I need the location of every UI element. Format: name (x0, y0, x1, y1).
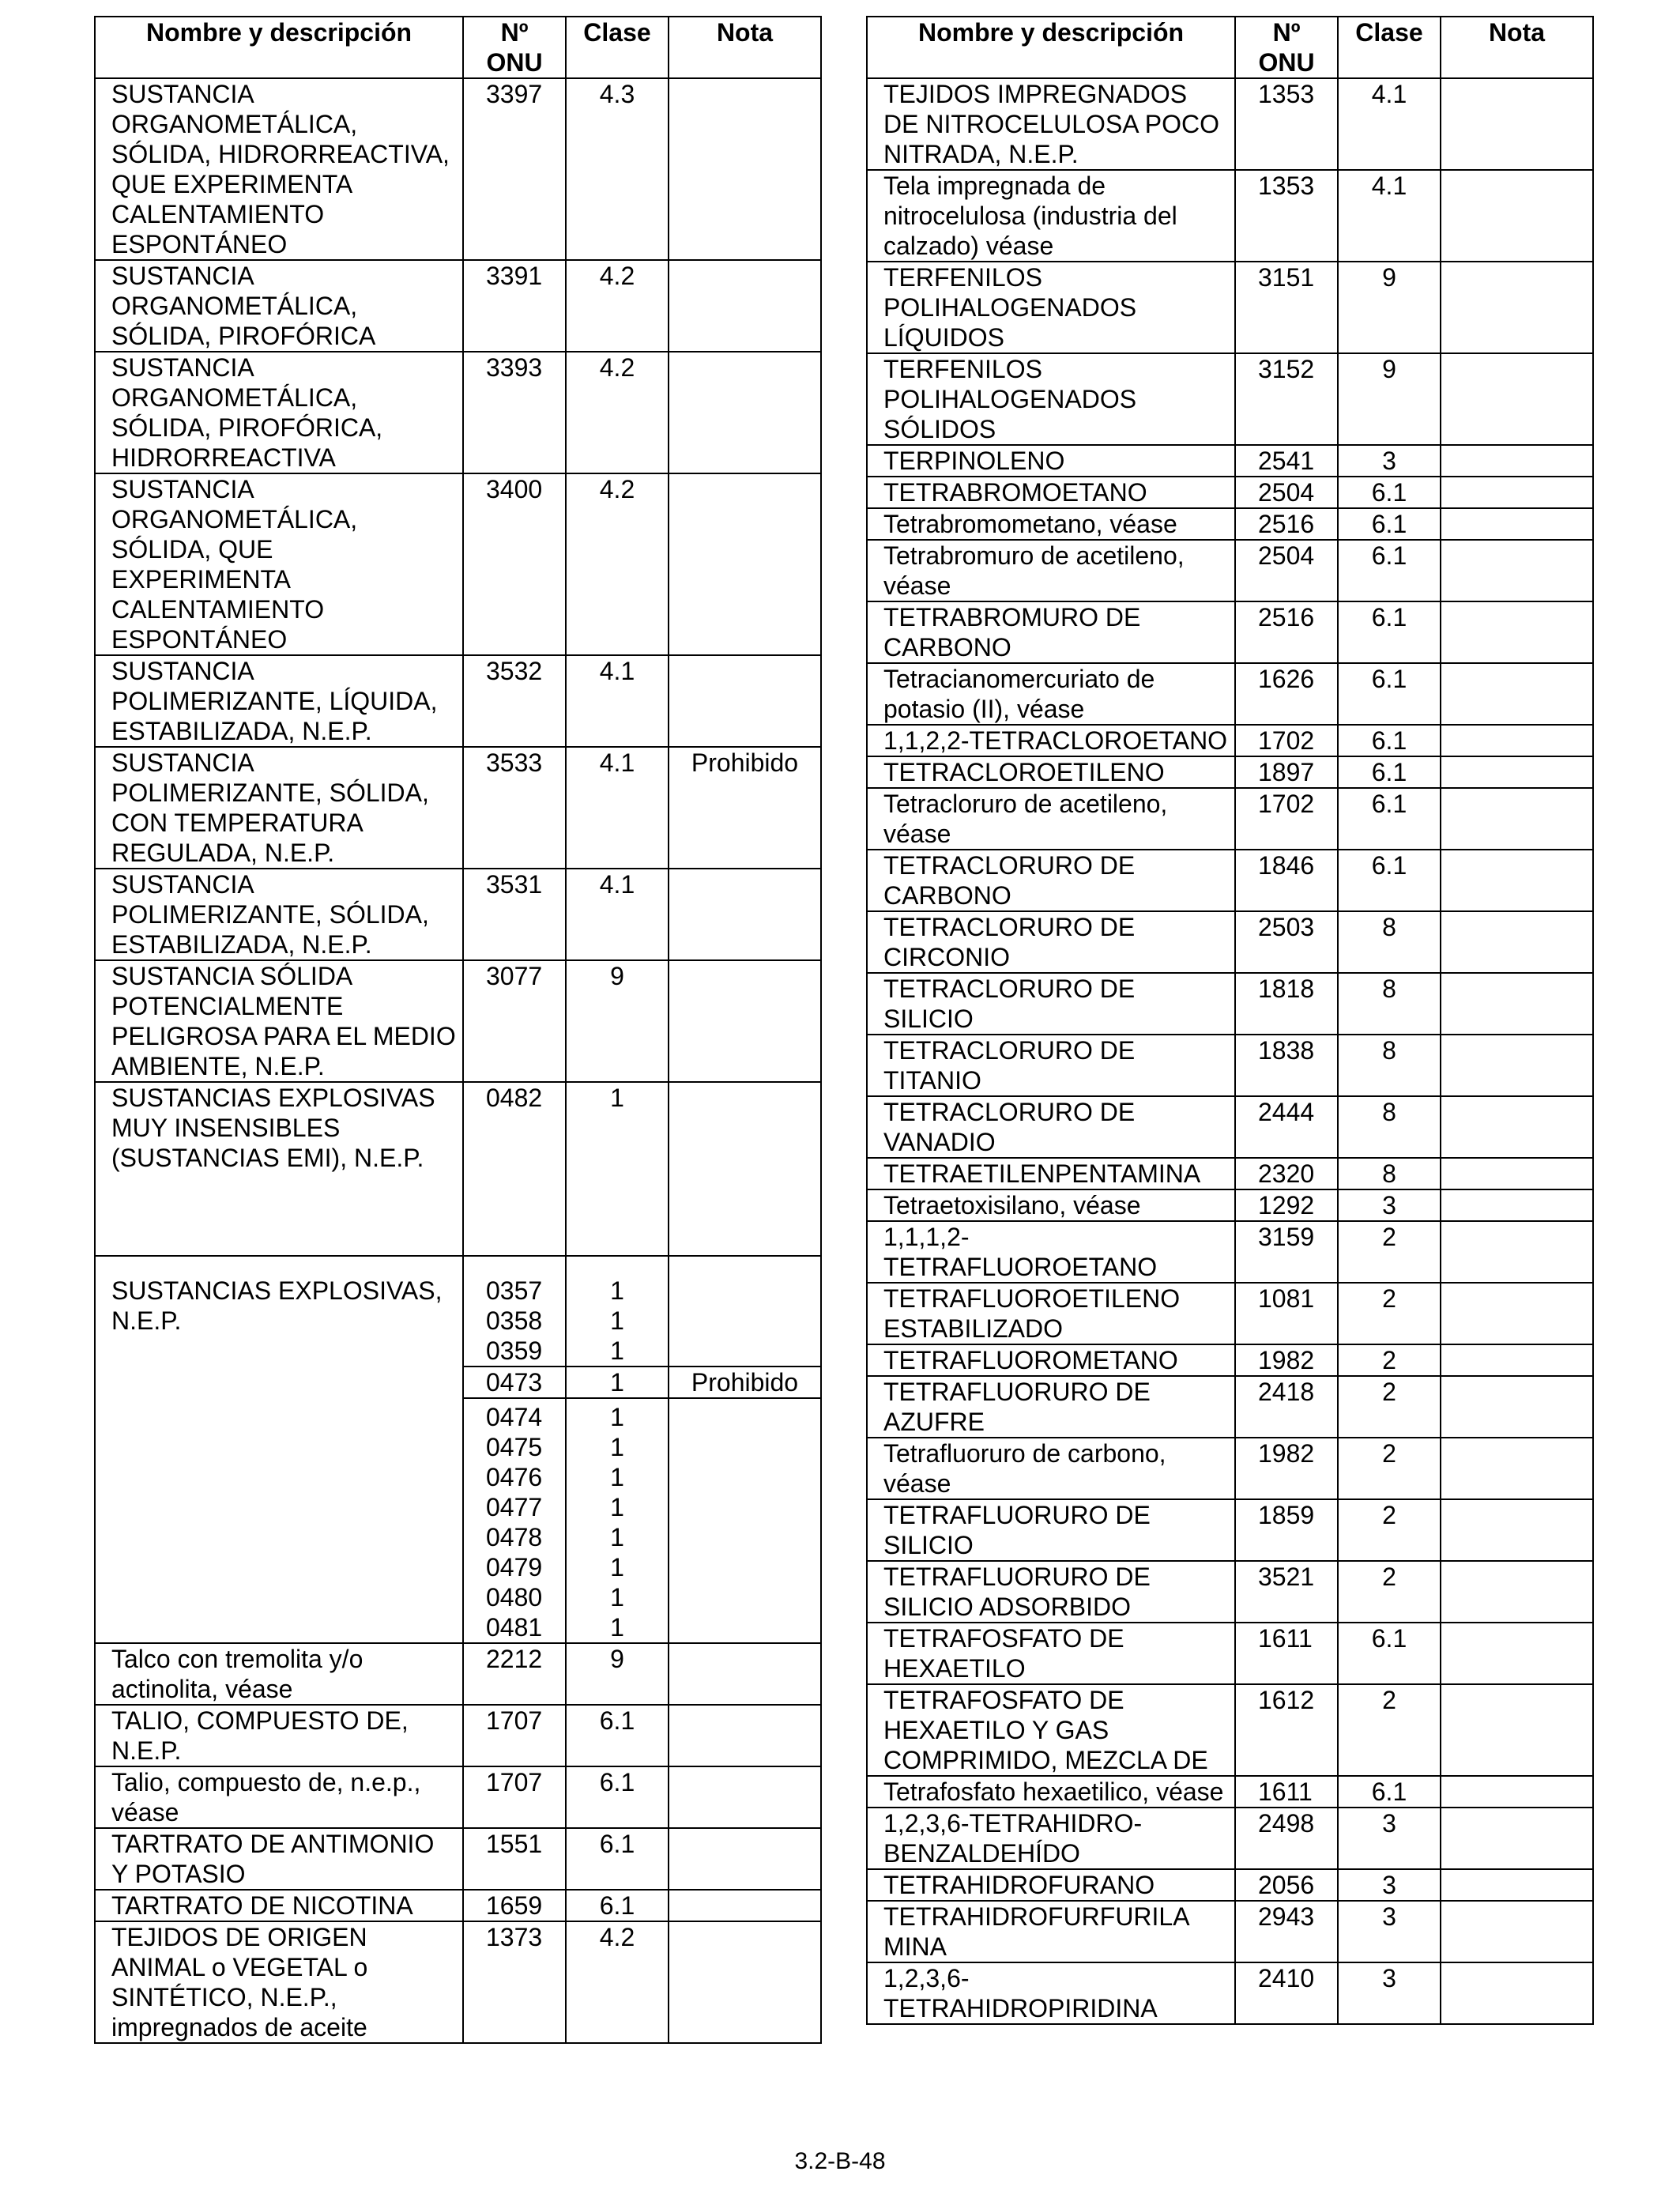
cell-onu: 0481 (486, 1613, 543, 1642)
cell-name: TETRAFLUORURO DE AZUFRE (867, 1376, 1235, 1438)
table-row (95, 1828, 821, 1890)
cell-onu: 1353 (1235, 78, 1338, 170)
cell-nota (1441, 1344, 1593, 1376)
cell-onu: 3531 (463, 869, 566, 960)
cell-clase: 6.1 (1338, 725, 1441, 756)
cell-onu: 0359 (486, 1336, 543, 1365)
cell-nota (1441, 756, 1593, 788)
cell-nota (1441, 1499, 1593, 1561)
cell-nota (1441, 1096, 1593, 1158)
table-row (867, 477, 1593, 508)
cell-nota (1441, 911, 1593, 973)
table-row (95, 960, 821, 1082)
cell-onu: 2541 (1235, 445, 1338, 477)
cell-nota (669, 655, 821, 747)
cell-name: TETRABROMOETANO (867, 477, 1235, 508)
cell-name: SUSTANCIA POLIMERIZANTE, LÍQUIDA, ESTABILIZADA, N.E.P. (95, 655, 463, 747)
table-row (867, 1283, 1593, 1344)
header-nota: Nota (669, 17, 821, 78)
cell-clase: 1 (610, 1613, 624, 1642)
cell-clase-group (566, 1256, 669, 1367)
cell-nota (1441, 1808, 1593, 1869)
table-row (95, 1256, 821, 1367)
cell-nota (1441, 1189, 1593, 1221)
cell-nota (1441, 1901, 1593, 1962)
header-clase: Clase (1338, 17, 1441, 78)
cell-nota (1441, 353, 1593, 445)
cell-name: TERFENILOS POLIHALOGENADOS LÍQUIDOS (867, 262, 1235, 353)
cell-clase: 3 (1338, 445, 1441, 477)
cell-onu: 0475 (486, 1433, 543, 1461)
cell-clase: 1 (610, 1583, 624, 1612)
table-row (867, 170, 1593, 262)
table-row (867, 1096, 1593, 1158)
cell-name: TETRAFOSFATO DE HEXAETILO (867, 1623, 1235, 1684)
table-row (867, 663, 1593, 725)
cell-name: TETRAFLUORURO DE SILICIO ADSORBIDO (867, 1561, 1235, 1623)
table-row (95, 473, 821, 655)
table-row (867, 1035, 1593, 1096)
cell-clase: 4.1 (1338, 170, 1441, 262)
header-clase: Clase (566, 17, 669, 78)
cell-clase: 4.3 (566, 78, 669, 260)
cell-clase: 4.1 (566, 869, 669, 960)
table-row (867, 78, 1593, 170)
cell-clase: 4.2 (566, 352, 669, 473)
header-name: Nombre y descripción (867, 17, 1235, 78)
cell-clase: 6.1 (1338, 788, 1441, 850)
cell-nota (1441, 1035, 1593, 1096)
cell-nota (669, 352, 821, 473)
cell-name: SUSTANCIA ORGANOMETÁLICA, SÓLIDA, QUE EXPERIMENTA CALENTAMIENTO ESPONTÁNEO (95, 473, 463, 655)
cell-onu: 3400 (463, 473, 566, 655)
cell-onu: 3521 (1235, 1561, 1338, 1623)
cell-onu: 2320 (1235, 1158, 1338, 1189)
cell-clase: 9 (1338, 262, 1441, 353)
cell-clase: 1 (610, 1336, 624, 1365)
cell-onu: 3159 (1235, 1221, 1338, 1283)
cell-onu: 2418 (1235, 1376, 1338, 1438)
cell-name: 1,2,3,6-TETRAHIDRO-BENZALDEHÍDO (867, 1808, 1235, 1869)
cell-clase: 1 (610, 1276, 624, 1305)
cell-clase: 2 (1338, 1499, 1441, 1561)
table-row (867, 1376, 1593, 1438)
cell-onu: 2056 (1235, 1869, 1338, 1901)
cell-nota: Prohibido (669, 1367, 821, 1398)
table-row (867, 445, 1593, 477)
cell-onu: 3151 (1235, 262, 1338, 353)
table-row (867, 973, 1593, 1035)
cell-onu: 1353 (1235, 170, 1338, 262)
table-row (867, 1499, 1593, 1561)
cell-nota (669, 1890, 821, 1921)
cell-clase: 2 (1338, 1283, 1441, 1344)
cell-clase: 2 (1338, 1344, 1441, 1376)
cell-clase: 4.2 (566, 1921, 669, 2043)
header-name: Nombre y descripción (95, 17, 463, 78)
cell-name: TETRAFOSFATO DE HEXAETILO Y GAS COMPRIMIDO, MEZCLA DE (867, 1684, 1235, 1776)
cell-clase: 6.1 (566, 1705, 669, 1766)
cell-onu: 1707 (463, 1766, 566, 1828)
left-dangerous-goods-table (94, 16, 822, 2044)
cell-name: Tetrabromometano, véase (867, 508, 1235, 540)
cell-name: TETRACLORURO DE SILICIO (867, 973, 1235, 1035)
cell-nota (1441, 601, 1593, 663)
cell-nota (1441, 788, 1593, 850)
cell-name: Tetracloruro de acetileno, véase (867, 788, 1235, 850)
table-row (867, 1561, 1593, 1623)
cell-nota (1441, 170, 1593, 262)
cell-name: SUSTANCIA POLIMERIZANTE, SÓLIDA, CON TEMPERATURA REGULADA, N.E.P. (95, 747, 463, 869)
cell-nota (1441, 540, 1593, 601)
cell-onu: 2503 (1235, 911, 1338, 973)
table-row (867, 756, 1593, 788)
table-row (867, 262, 1593, 353)
cell-onu-group (463, 1398, 566, 1643)
cell-clase: 6.1 (1338, 1623, 1441, 1684)
cell-name: TETRACLORURO DE CARBONO (867, 850, 1235, 911)
cell-nota (669, 260, 821, 352)
cell-onu: 1707 (463, 1705, 566, 1766)
cell-clase: 6.1 (1338, 540, 1441, 601)
cell-onu: 1897 (1235, 756, 1338, 788)
cell-onu: 2212 (463, 1643, 566, 1705)
cell-onu: 2516 (1235, 508, 1338, 540)
table-row (95, 352, 821, 473)
cell-name: SUSTANCIAS EXPLOSIVAS MUY INSENSIBLES (SUSTANCIAS EMI), N.E.P. (95, 1082, 463, 1256)
cell-clase: 2 (1338, 1376, 1441, 1438)
cell-clase: 9 (566, 1643, 669, 1705)
cell-clase: 8 (1338, 1158, 1441, 1189)
cell-clase: 9 (566, 960, 669, 1082)
table-row (95, 1766, 821, 1828)
cell-name: SUSTANCIA ORGANOMETÁLICA, SÓLIDA, HIDRORREACTIVA, QUE EXPERIMENTA CALENTAMIENTO ESPONTÁNEO (95, 78, 463, 260)
cell-nota (1441, 477, 1593, 508)
table-row (95, 747, 821, 869)
cell-onu: 1611 (1235, 1776, 1338, 1808)
cell-clase: 1 (610, 1306, 624, 1335)
header-row (95, 17, 821, 78)
cell-clase: 3 (1338, 1962, 1441, 2024)
cell-clase: 1 (610, 1403, 624, 1431)
cell-nota (669, 960, 821, 1082)
cell-clase: 3 (1338, 1808, 1441, 1869)
page-number: 3.2-B-48 (794, 2148, 886, 2174)
cell-name: TETRAHIDROFURFURILA MINA (867, 1901, 1235, 1962)
cell-clase: 1 (566, 1082, 669, 1256)
cell-onu: 0479 (486, 1553, 543, 1581)
cell-nota (669, 473, 821, 655)
cell-clase: 2 (1338, 1684, 1441, 1776)
cell-name: 1,2,3,6-TETRAHIDROPIRIDINA (867, 1962, 1235, 2024)
cell-clase: 8 (1338, 973, 1441, 1035)
cell-onu: 1081 (1235, 1283, 1338, 1344)
cell-clase: 1 (610, 1493, 624, 1521)
cell-clase: 4.1 (1338, 78, 1441, 170)
cell-clase: 6.1 (566, 1766, 669, 1828)
cell-clase: 8 (1338, 1096, 1441, 1158)
table-row (95, 78, 821, 260)
table-row (95, 1705, 821, 1766)
table-row (867, 788, 1593, 850)
table-row (867, 1158, 1593, 1189)
table-row (867, 1962, 1593, 2024)
cell-clase: 1 (610, 1553, 624, 1581)
cell-nota (1441, 973, 1593, 1035)
cell-onu: 1702 (1235, 725, 1338, 756)
cell-onu: 3532 (463, 655, 566, 747)
header-onu: Nº ONU (463, 17, 566, 78)
cell-nota (669, 1921, 821, 2043)
table-row (95, 260, 821, 352)
cell-nota: Prohibido (669, 747, 821, 869)
cell-nota (1441, 1283, 1593, 1344)
cell-name: TERFENILOS POLIHALOGENADOS SÓLIDOS (867, 353, 1235, 445)
cell-onu: 1982 (1235, 1344, 1338, 1376)
cell-name: Tela impregnada de nitrocelulosa (industria del calzado) véase (867, 170, 1235, 262)
table-row (95, 655, 821, 747)
cell-clase: 2 (1338, 1438, 1441, 1499)
cell-onu: 1818 (1235, 973, 1338, 1035)
table-row (867, 601, 1593, 663)
cell-nota (1441, 1221, 1593, 1283)
header-nota: Nota (1441, 17, 1593, 78)
table-row (867, 353, 1593, 445)
cell-onu: 1982 (1235, 1438, 1338, 1499)
cell-name: Tetraetoxisilano, véase (867, 1189, 1235, 1221)
cell-name: Tetrafluoruro de carbono, véase (867, 1438, 1235, 1499)
cell-onu: 0358 (486, 1306, 543, 1335)
header-row (867, 17, 1593, 78)
cell-name: Tetracianomercuriato de potasio (II), véase (867, 663, 1235, 725)
cell-name: TARTRATO DE ANTIMONIO Y POTASIO (95, 1828, 463, 1890)
cell-clase: 6.1 (566, 1828, 669, 1890)
table-row (95, 1921, 821, 2043)
cell-name: TETRACLOROETILENO (867, 756, 1235, 788)
cell-name: TERPINOLENO (867, 445, 1235, 477)
cell-nota (1441, 1561, 1593, 1623)
cell-nota (669, 78, 821, 260)
cell-onu: 0478 (486, 1523, 543, 1551)
cell-onu: 2504 (1235, 477, 1338, 508)
cell-onu: 2498 (1235, 1808, 1338, 1869)
cell-onu: 3152 (1235, 353, 1338, 445)
cell-name: TETRAETILENPENTAMINA (867, 1158, 1235, 1189)
cell-onu: 1292 (1235, 1189, 1338, 1221)
cell-nota (1441, 1776, 1593, 1808)
cell-onu: 0476 (486, 1463, 543, 1491)
cell-onu: 1702 (1235, 788, 1338, 850)
table-row (867, 508, 1593, 540)
cell-clase: 6.1 (1338, 1776, 1441, 1808)
table-row (867, 1901, 1593, 1962)
cell-clase: 6.1 (1338, 756, 1441, 788)
cell-nota (1441, 663, 1593, 725)
cell-onu: 3533 (463, 747, 566, 869)
table-row (867, 1344, 1593, 1376)
cell-name: TETRACLORURO DE CIRCONIO (867, 911, 1235, 973)
table-row (867, 1189, 1593, 1221)
cell-onu: 1626 (1235, 663, 1338, 725)
table-row (95, 1890, 821, 1921)
cell-nota (1441, 1623, 1593, 1684)
cell-onu: 1846 (1235, 850, 1338, 911)
table-row (95, 869, 821, 960)
cell-onu: 1838 (1235, 1035, 1338, 1096)
cell-nota (669, 1082, 821, 1256)
cell-clase: 6.1 (1338, 663, 1441, 725)
cell-clase-group (566, 1398, 669, 1643)
cell-nota (1441, 262, 1593, 353)
cell-name: SUSTANCIA POLIMERIZANTE, SÓLIDA, ESTABILIZADA, N.E.P. (95, 869, 463, 960)
cell-nota (669, 1256, 821, 1367)
cell-onu: 1373 (463, 1921, 566, 2043)
cell-nota (1441, 725, 1593, 756)
table-row (867, 1623, 1593, 1684)
cell-clase: 3 (1338, 1869, 1441, 1901)
table-row (867, 850, 1593, 911)
cell-clase: 2 (1338, 1221, 1441, 1283)
cell-clase: 2 (1338, 1561, 1441, 1623)
cell-onu: 2410 (1235, 1962, 1338, 2024)
cell-nota (669, 1766, 821, 1828)
table-row (867, 1808, 1593, 1869)
table-row (867, 1776, 1593, 1808)
cell-name: TETRACLORURO DE TITANIO (867, 1035, 1235, 1096)
right-dangerous-goods-table (866, 16, 1594, 2025)
cell-onu: 2504 (1235, 540, 1338, 601)
cell-name: TETRAHIDROFURANO (867, 1869, 1235, 1901)
cell-onu: 2516 (1235, 601, 1338, 663)
table-row (95, 1643, 821, 1705)
cell-clase: 8 (1338, 911, 1441, 973)
cell-clase: 1 (610, 1463, 624, 1491)
cell-clase: 6.1 (1338, 601, 1441, 663)
cell-clase: 8 (1338, 1035, 1441, 1096)
cell-nota (1441, 445, 1593, 477)
cell-nota (669, 1828, 821, 1890)
cell-clase: 1 (566, 1367, 669, 1398)
cell-nota (669, 1643, 821, 1705)
cell-name: Talio, compuesto de, n.e.p., véase (95, 1766, 463, 1828)
cell-onu: 1659 (463, 1890, 566, 1921)
cell-name: TETRAFLUORURO DE SILICIO (867, 1499, 1235, 1561)
cell-clase: 6.1 (566, 1890, 669, 1921)
cell-onu: 0477 (486, 1493, 543, 1521)
cell-onu: 0473 (463, 1367, 566, 1398)
cell-name: TETRABROMURO DE CARBONO (867, 601, 1235, 663)
cell-onu: 3397 (463, 78, 566, 260)
cell-clase: 6.1 (1338, 850, 1441, 911)
cell-clase: 6.1 (1338, 508, 1441, 540)
cell-name: SUSTANCIA ORGANOMETÁLICA, SÓLIDA, PIROFÓRICA, HIDRORREACTIVA (95, 352, 463, 473)
cell-clase: 6.1 (1338, 477, 1441, 508)
cell-clase: 3 (1338, 1189, 1441, 1221)
table-row (867, 1221, 1593, 1283)
cell-name: SUSTANCIA ORGANOMETÁLICA, SÓLIDA, PIROFÓRICA (95, 260, 463, 352)
cell-onu: 0480 (486, 1583, 543, 1612)
cell-onu: 3077 (463, 960, 566, 1082)
cell-name: Tetrafosfato hexaetilico, véase (867, 1776, 1235, 1808)
cell-name: TETRAFLUOROETILENO ESTABILIZADO (867, 1283, 1235, 1344)
cell-clase: 4.1 (566, 747, 669, 869)
cell-nota (1441, 1962, 1593, 2024)
table-row (867, 1438, 1593, 1499)
table-row (867, 1684, 1593, 1776)
cell-name: TETRAFLUOROMETANO (867, 1344, 1235, 1376)
cell-clase: 1 (610, 1433, 624, 1461)
cell-nota (1441, 508, 1593, 540)
cell-onu: 0482 (463, 1082, 566, 1256)
cell-onu: 1551 (463, 1828, 566, 1890)
cell-onu: 2943 (1235, 1901, 1338, 1962)
cell-clase: 4.1 (566, 655, 669, 747)
cell-nota (669, 1398, 821, 1643)
cell-nota (1441, 1869, 1593, 1901)
cell-name: 1,1,1,2-TETRAFLUOROETANO (867, 1221, 1235, 1283)
cell-name: SUSTANCIAS EXPLOSIVAS, N.E.P. (95, 1256, 463, 1643)
cell-onu: 3391 (463, 260, 566, 352)
cell-name: TALIO, COMPUESTO DE, N.E.P. (95, 1705, 463, 1766)
cell-onu: 2444 (1235, 1096, 1338, 1158)
cell-onu: 1611 (1235, 1623, 1338, 1684)
table-row (867, 1869, 1593, 1901)
cell-nota (1441, 1684, 1593, 1776)
cell-clase: 3 (1338, 1901, 1441, 1962)
cell-nota (1441, 1376, 1593, 1438)
cell-onu: 1612 (1235, 1684, 1338, 1776)
cell-onu: 1859 (1235, 1499, 1338, 1561)
cell-onu: 0474 (486, 1403, 543, 1431)
cell-name: TEJIDOS DE ORIGEN ANIMAL o VEGETAL o SINTÉTICO, N.E.P., impregnados de aceite (95, 1921, 463, 2043)
cell-name: TETRACLORURO DE VANADIO (867, 1096, 1235, 1158)
header-onu: Nº ONU (1235, 17, 1338, 78)
cell-nota (669, 1705, 821, 1766)
cell-clase: 9 (1338, 353, 1441, 445)
cell-nota (1441, 850, 1593, 911)
cell-name: SUSTANCIA SÓLIDA POTENCIALMENTE PELIGROSA PARA EL MEDIO AMBIENTE, N.E.P. (95, 960, 463, 1082)
cell-onu: 0357 (486, 1276, 543, 1305)
table-row (867, 725, 1593, 756)
cell-onu-group (463, 1256, 566, 1367)
cell-nota (1441, 1438, 1593, 1499)
cell-nota (1441, 1158, 1593, 1189)
cell-name: TARTRATO DE NICOTINA (95, 1890, 463, 1921)
cell-name: Tetrabromuro de acetileno, véase (867, 540, 1235, 601)
cell-name: TEJIDOS IMPREGNADOS DE NITROCELULOSA POCO NITRADA, N.E.P. (867, 78, 1235, 170)
cell-nota (1441, 78, 1593, 170)
cell-clase: 4.2 (566, 260, 669, 352)
cell-name: 1,1,2,2-TETRACLOROETANO (867, 725, 1235, 756)
table-row (867, 540, 1593, 601)
cell-clase: 4.2 (566, 473, 669, 655)
cell-nota (669, 869, 821, 960)
table-row (867, 911, 1593, 973)
table-row (95, 1082, 821, 1256)
cell-clase: 1 (610, 1523, 624, 1551)
cell-onu: 3393 (463, 352, 566, 473)
cell-name: Talco con tremolita y/o actinolita, véase (95, 1643, 463, 1705)
